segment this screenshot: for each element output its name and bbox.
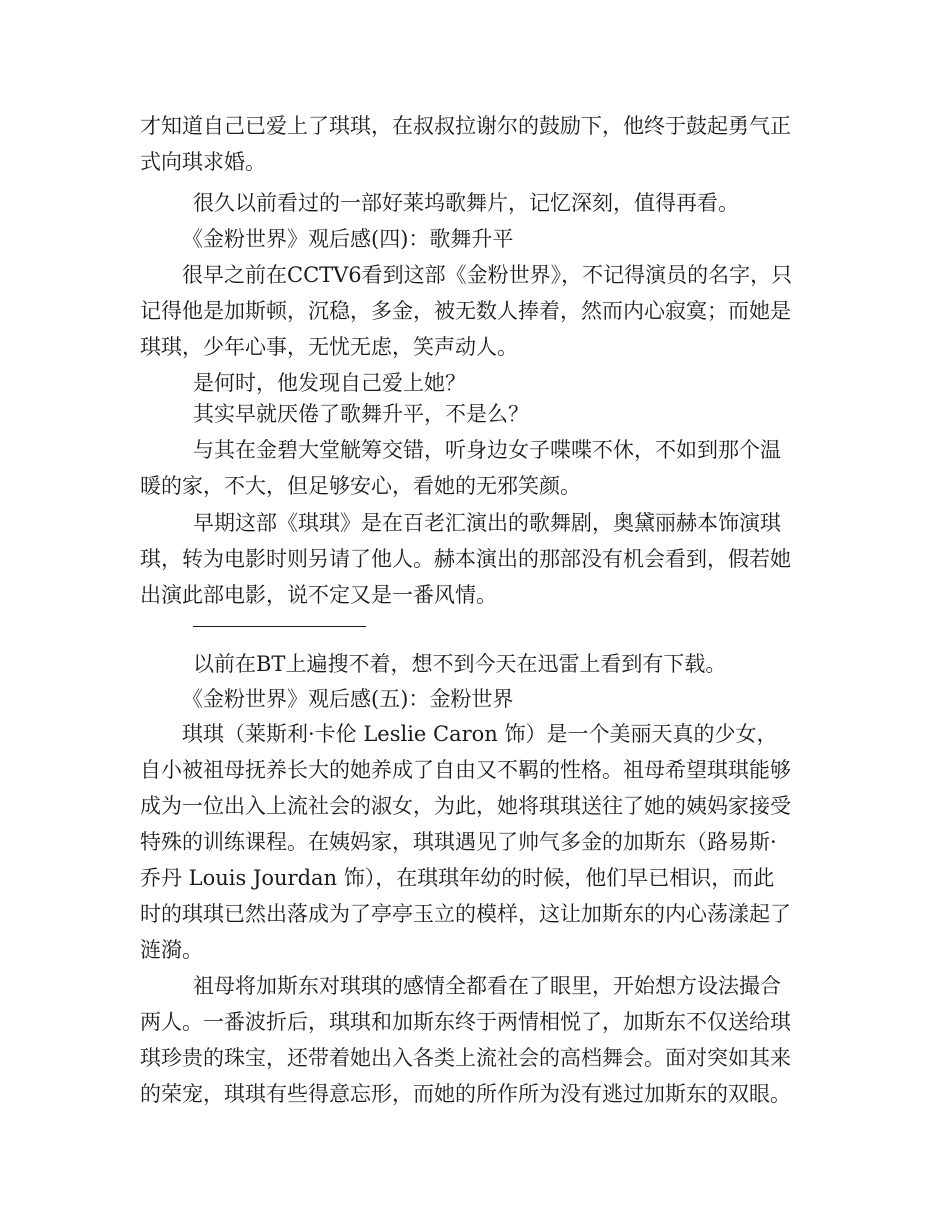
paragraph (140, 646, 820, 682)
text-line: 琪珍贵的珠宝，还带着她出入各类上流社会的高档舞会。面对突如其来 (140, 1046, 791, 1070)
text-line: 自小被祖母抚养长大的她养成了自由又不羁的性格。祖母希望琪琪能够 (140, 758, 791, 782)
text-line: 乔丹 Louis Jourdan 饰），在琪琪年幼的时候，他们早已相识，而此 (140, 866, 775, 890)
text-line: 其实早就厌倦了歌舞升平，不是么？ (193, 402, 529, 426)
text-line: 式向琪求婚。 (140, 150, 266, 174)
text-line: 出演此部电影，说不定又是一番风情。 (140, 583, 497, 607)
text-line: 与其在金碧大堂觥筹交错，听身边女子喋喋不休，不如到那个温 (193, 438, 781, 462)
text-line: 很久以前看过的一部好莱坞歌舞片，记忆深刻，值得再看。 (193, 191, 739, 215)
text-line: 涟漪。 (140, 938, 203, 962)
paragraph (140, 716, 820, 968)
text-line: 琪，转为电影时则另请了他人。赫本演出的那部没有机会看到，假若她 (140, 547, 791, 571)
text-line: 祖母将加斯东对琪琪的感情全都看在了眼里，开始想方设法撮合 (193, 974, 781, 998)
paragraph (140, 505, 820, 613)
text-line: 琪琪（莱斯利·卡伦 Leslie Caron 饰）是一个美丽天真的少女， (182, 722, 778, 746)
text-line: 记得他是加斯顿，沉稳，多金，被无数人捧着，然而内心寂寞；而她是 (140, 299, 791, 323)
paragraph (140, 396, 820, 432)
paragraph (140, 257, 820, 365)
text-line: 暖的家，不大，但足够安心，看她的无邪笑颜。 (140, 474, 581, 498)
text-line: 特殊的训练课程。在姨妈家，琪琪遇见了帅气多金的加斯东（路易斯· (140, 830, 777, 854)
text-line: 早期这部《琪琪》是在百老汇演出的歌舞剧，奥黛丽赫本饰演琪 (193, 511, 781, 535)
text-line: 琪琪，少年心事，无忧无虑，笑声动人。 (140, 335, 518, 359)
paragraph (140, 432, 820, 504)
paragraph (140, 185, 820, 221)
text-line: 才知道自己已爱上了琪琪，在叔叔拉谢尔的鼓励下，他终于鼓起勇气正 (140, 114, 791, 138)
text-line: 时的琪琪已然出落成为了亭亭玉立的模样，这让加斯东的内心荡漾起了 (140, 902, 791, 926)
text-line: 的荣宠，琪琪有些得意忘形，而她的所作所为没有逃过加斯东的双眼。 (140, 1082, 791, 1106)
separator-line (193, 626, 366, 627)
text-line: 是何时，他发现自己爱上她？ (193, 371, 466, 395)
section-heading (140, 221, 820, 257)
text-line: 成为一位出入上流社会的淑女，为此，她将琪琪送往了她的姨妈家接受 (140, 794, 791, 818)
text-line: 以前在BT上遍搜不着，想不到今天在迅雷上看到有下载。 (193, 652, 727, 676)
text-line: 很早之前在CCTV6看到这部《金粉世界》，不记得演员的名字，只 (182, 263, 793, 287)
section-heading (140, 681, 820, 717)
text-line: 两人。一番波折后，琪琪和加斯东终于两情相悦了，加斯东不仅送给琪 (140, 1010, 791, 1034)
paragraph (140, 968, 820, 1112)
paragraph-continuation (140, 108, 820, 180)
heading-text: 《金粉世界》观后感(四)：歌舞升平 (182, 227, 514, 251)
heading-text: 《金粉世界》观后感(五)：金粉世界 (182, 687, 514, 711)
